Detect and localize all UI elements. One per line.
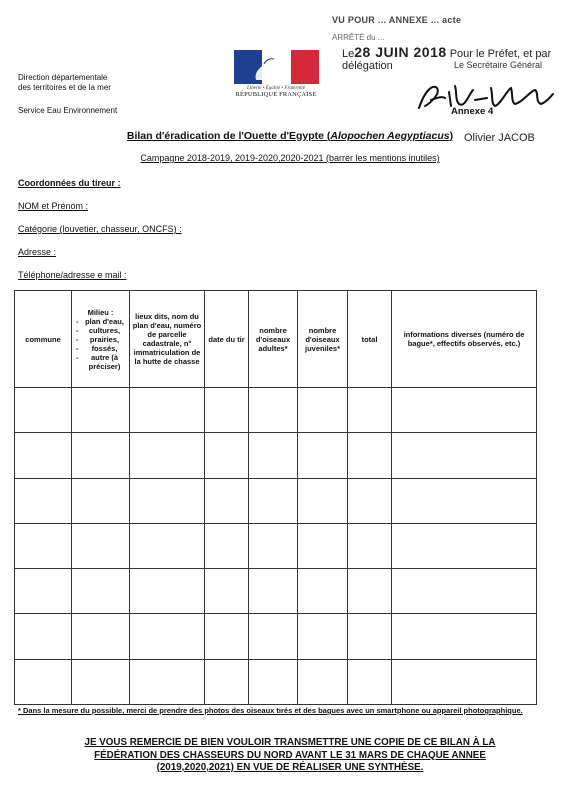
table-cell[interactable] [249, 569, 298, 614]
table-cell[interactable] [348, 388, 392, 433]
department-block [18, 73, 111, 93]
table-cell[interactable] [130, 388, 205, 433]
table-cell[interactable] [392, 659, 537, 704]
table-cell[interactable] [205, 523, 249, 568]
table-cell[interactable] [130, 523, 205, 568]
header-adultes: nombre d'oiseaux adultes* [249, 291, 298, 388]
table-cell[interactable] [392, 569, 537, 614]
table-cell[interactable] [298, 614, 348, 659]
milieu-item: - prairies, [76, 335, 127, 344]
closing-message [20, 737, 560, 775]
table-cell[interactable] [392, 478, 537, 523]
table-row [15, 614, 537, 659]
table-cell[interactable] [72, 388, 130, 433]
table-cell[interactable] [298, 478, 348, 523]
table-row [15, 478, 537, 523]
table-cell[interactable] [348, 523, 392, 568]
department-line-2: des territoires et de la mer [18, 83, 111, 92]
republique-motto: Liberté • Égalité • Fraternité [247, 86, 305, 91]
table-cell[interactable] [130, 614, 205, 659]
republique-logo [230, 50, 322, 98]
coordonnees-heading: Coordonnées du tireur : [18, 178, 121, 188]
title-latin-name: Alopochen Aegyptiacus [330, 130, 450, 142]
telephone-email-field[interactable]: Téléphone/adresse e mail : [18, 270, 127, 280]
table-cell[interactable] [205, 569, 249, 614]
table-cell[interactable] [249, 433, 298, 478]
adresse-field[interactable]: Adresse : [18, 247, 57, 257]
table-cell[interactable] [15, 659, 72, 704]
table-cell[interactable] [205, 614, 249, 659]
header-date-tir: date du tir [205, 291, 249, 388]
table-cell[interactable] [72, 478, 130, 523]
department-line-1: Direction départementale [18, 73, 108, 82]
stamp-line-2: ARRÊTÉ du ... [332, 33, 385, 42]
table-row [15, 659, 537, 704]
table-cell[interactable] [392, 388, 537, 433]
document-title [0, 130, 580, 142]
header-lieux-dits: lieux dits, nom du plan d'eau, numéro de parcelle cadastrale, n° immatriculation de la hutte de chasse [130, 291, 205, 388]
title-prefix: Bilan d'éradication de l'Ouette d'Egypte ( [126, 130, 331, 142]
table-cell[interactable] [205, 478, 249, 523]
header-commune: commune [15, 291, 72, 388]
closing-line-2: FÉDÉRATION DES CHASSEURS DU NORD AVANT LE 31 MARS DE CHAQUE ANNEE [94, 749, 486, 761]
milieu-item: - cultures, [76, 326, 127, 335]
stamp-secretary: Le Secrétaire Général [454, 60, 543, 70]
footnote: * Dans la mesure du possible, merci de prendre des photos des oiseaux tirés et des bagues avec un smartphone ou appareil photographique. [18, 706, 523, 715]
table-cell[interactable] [15, 478, 72, 523]
table-cell[interactable] [15, 614, 72, 659]
header-informations: informations diverses (numéro de bague*, effectifs observés, etc.) [392, 291, 537, 388]
header-milieu [72, 291, 130, 388]
table-cell[interactable] [348, 478, 392, 523]
stamp-date-prefix: Le [342, 48, 355, 60]
milieu-title: Milieu : [87, 307, 114, 317]
table-cell[interactable] [392, 614, 537, 659]
table-cell[interactable] [72, 659, 130, 704]
table-cell[interactable] [130, 569, 205, 614]
table-row [15, 388, 537, 433]
closing-line-1: JE VOUS REMERCIE DE BIEN VOULOIR TRANSMETTRE UNE COPIE DE CE BILAN À LA [84, 737, 496, 748]
table-cell[interactable] [249, 478, 298, 523]
table-cell[interactable] [298, 523, 348, 568]
table-cell[interactable] [348, 614, 392, 659]
table-cell[interactable] [205, 433, 249, 478]
nom-prenom-field[interactable]: NOM et Prénom : [18, 201, 89, 211]
header-juveniles: nombre d'oiseaux juveniles* [298, 291, 348, 388]
table-row [15, 569, 537, 614]
table-cell[interactable] [249, 659, 298, 704]
stamp-delegation: Pour le Préfet, et par délégation [342, 48, 552, 72]
service-label: Service Eau Environnement [18, 106, 118, 115]
table-cell[interactable] [205, 388, 249, 433]
annexe-label: Annexe 4 [451, 106, 494, 117]
table-cell[interactable] [130, 478, 205, 523]
categorie-field[interactable]: Catégorie (louvetier, chasseur, ONCFS) : [18, 224, 182, 234]
table-cell[interactable] [15, 388, 72, 433]
table-cell[interactable] [249, 614, 298, 659]
table-cell[interactable] [249, 388, 298, 433]
table-cell[interactable] [72, 433, 130, 478]
table-cell[interactable] [130, 659, 205, 704]
stamp-date: 28 JUIN 2018 [354, 44, 447, 60]
table-cell[interactable] [298, 433, 348, 478]
table-cell[interactable] [72, 569, 130, 614]
table-cell[interactable] [298, 388, 348, 433]
table-cell[interactable] [15, 523, 72, 568]
table-cell[interactable] [205, 659, 249, 704]
table-cell[interactable] [130, 433, 205, 478]
campaign-line: Campagne 2018-2019, 2019-2020,2020-2021 (barrer les mentions inutiles) [140, 153, 440, 163]
table-cell[interactable] [249, 523, 298, 568]
milieu-item: - fossés, [76, 344, 127, 353]
table-cell[interactable] [72, 614, 130, 659]
closing-line-3: (2019,2020,2021) EN VUE DE RÉALISER UNE SYNTHÈSE. [156, 762, 424, 773]
table-row [15, 523, 537, 568]
milieu-list [72, 317, 129, 371]
table-cell[interactable] [298, 659, 348, 704]
table-cell[interactable] [15, 433, 72, 478]
milieu-item: - autre (à préciser) [76, 353, 127, 371]
marianne-flag-icon [234, 50, 319, 84]
title-suffix: ) [449, 130, 454, 142]
table-cell[interactable] [298, 569, 348, 614]
stamp-line-1: VU POUR ... ANNEXE ... acte [332, 15, 462, 25]
signer-name: Olivier JACOB [464, 132, 535, 144]
table-cell[interactable] [392, 433, 537, 478]
header-total: total [348, 291, 392, 388]
milieu-item: - plan d'eau, [76, 317, 127, 326]
table-cell[interactable] [392, 523, 537, 568]
table-cell[interactable] [348, 569, 392, 614]
table-cell[interactable] [15, 569, 72, 614]
table-row [15, 433, 537, 478]
table-header-row [15, 291, 537, 388]
eradication-table [14, 290, 537, 705]
republique-francaise-label: RÉPUBLIQUE FRANÇAISE [235, 91, 317, 98]
table-cell[interactable] [348, 433, 392, 478]
table-cell[interactable] [348, 659, 392, 704]
table-cell[interactable] [72, 523, 130, 568]
